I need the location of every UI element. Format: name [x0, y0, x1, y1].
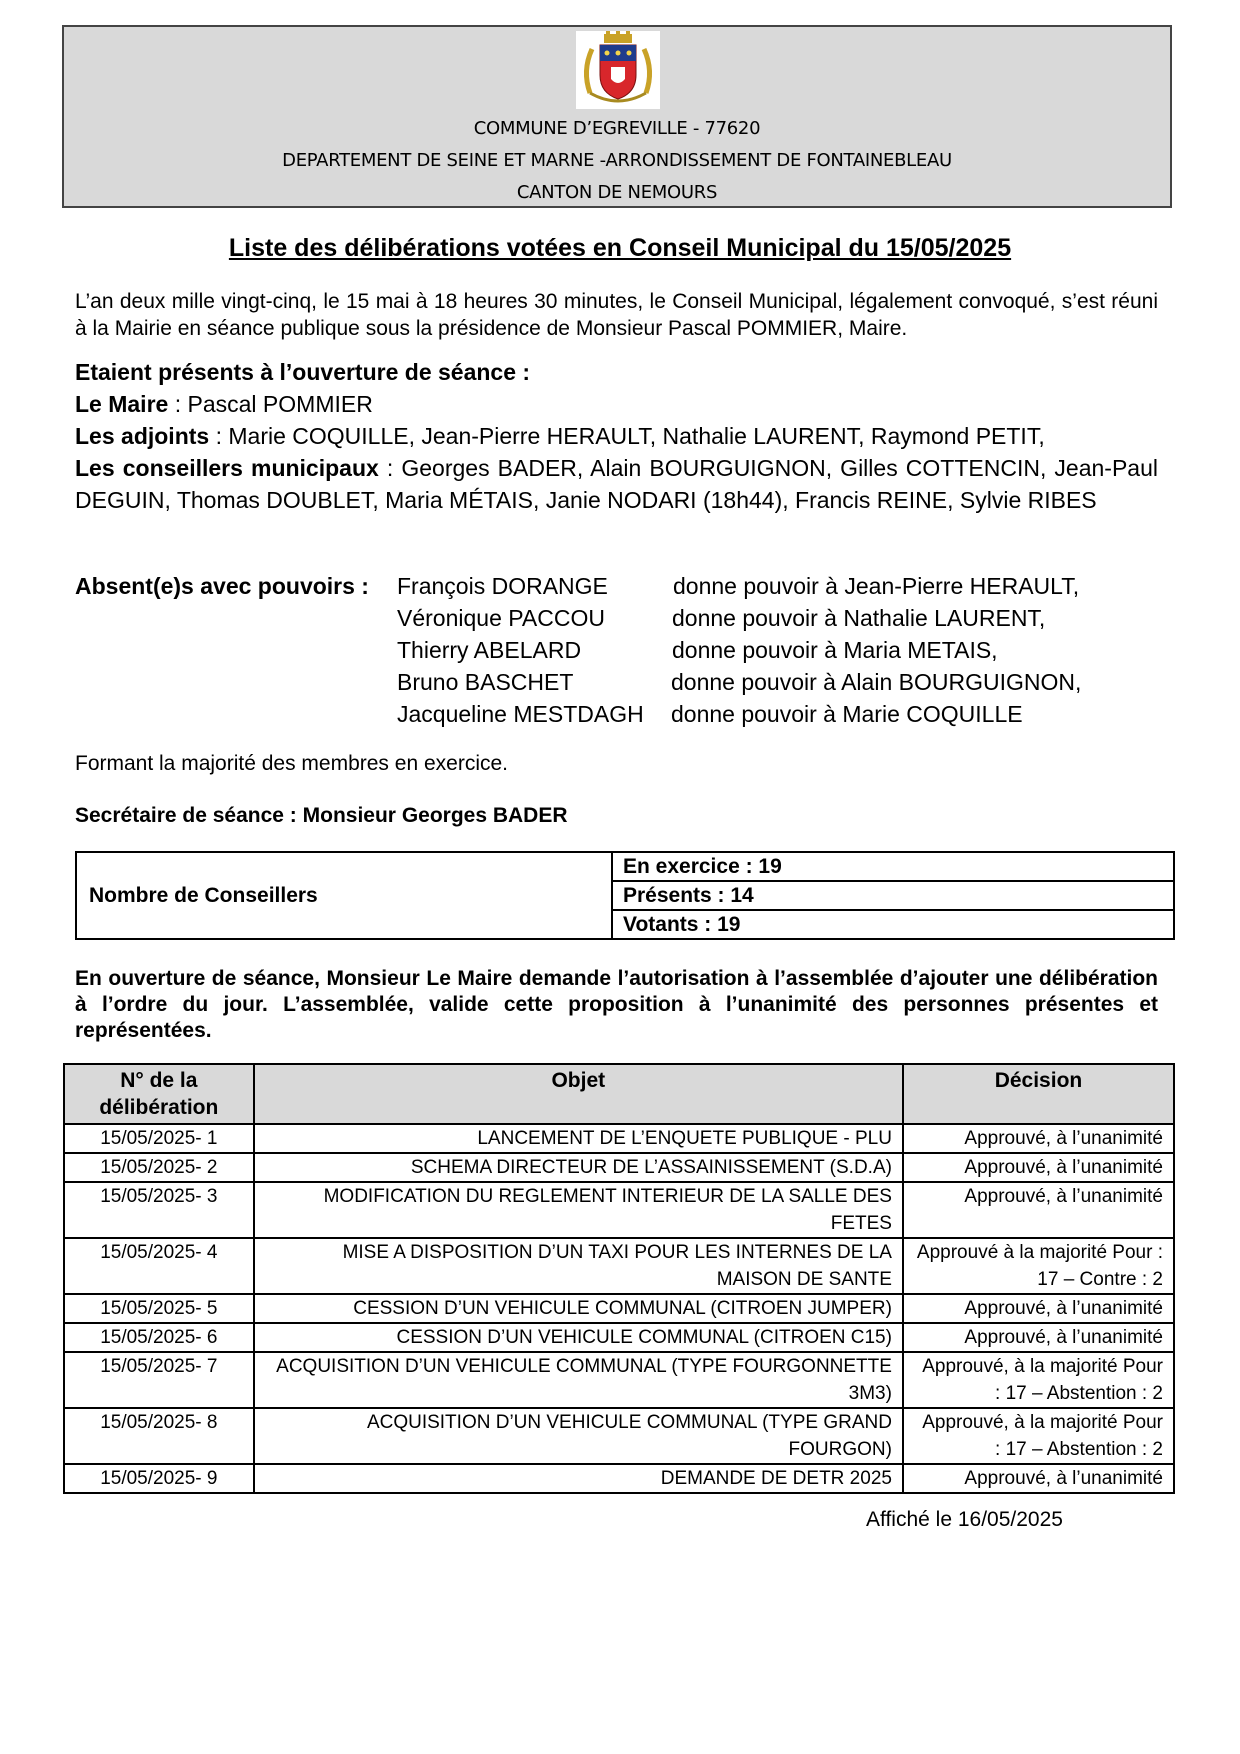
- delib-objet: MODIFICATION DU REGLEMENT INTERIEUR DE LA SALLE DES FETES: [254, 1182, 903, 1238]
- count-exercice: En exercice : 19: [612, 852, 1174, 881]
- delib-num: 15/05/2025- 1: [64, 1124, 254, 1153]
- table-row: [64, 1408, 1174, 1464]
- page-title: Liste des délibérations votées en Conseil Municipal du 15/05/2025: [228, 234, 1012, 262]
- table-row: [64, 1238, 1174, 1294]
- counts-label: Nombre de Conseillers: [76, 852, 612, 939]
- ouverture-paragraph: En ouverture de séance, Monsieur Le Maire demande l’autorisation à l’assemblée d’ajouter une délibération à l’ordre du jour. L’assemblée, valide cette proposition à l’unanimité des personnes présentes et représentées.: [75, 967, 1158, 1042]
- absent-pouvoir: donne pouvoir à Nathalie LAURENT,: [672, 605, 1046, 631]
- absent-pouvoir: donne pouvoir à Jean-Pierre HERAULT,: [673, 573, 1080, 599]
- absent-pouvoir: donne pouvoir à Alain BOURGUIGNON,: [671, 669, 1082, 695]
- absent-name: Bruno BASCHET: [397, 669, 574, 695]
- delib-num: 15/05/2025- 5: [64, 1294, 254, 1323]
- maire-line: [75, 388, 1158, 420]
- table-row: [64, 1323, 1174, 1352]
- delib-num: 15/05/2025- 9: [64, 1464, 254, 1493]
- delib-num: 15/05/2025- 6: [64, 1323, 254, 1352]
- delib-num: 15/05/2025- 8: [64, 1408, 254, 1464]
- delib-num: 15/05/2025- 7: [64, 1352, 254, 1408]
- table-row: [64, 1182, 1174, 1238]
- adjoints-label: Les adjoints: [75, 423, 210, 449]
- delib-decision: Approuvé, à la majorité Pour : 17 – Abstention : 2: [903, 1408, 1174, 1464]
- affiche-date: Affiché le 16/05/2025: [866, 1508, 1063, 1531]
- absent-pouvoir: donne pouvoir à Maria METAIS,: [672, 637, 998, 663]
- delib-decision: Approuvé, à l’unanimité: [903, 1182, 1174, 1238]
- delib-objet: DEMANDE DE DETR 2025: [254, 1464, 903, 1493]
- table-row: [64, 1153, 1174, 1182]
- count-presents: Présents : 14: [612, 881, 1174, 910]
- presence-heading: Etaient présents à l’ouverture de séance :: [75, 359, 531, 385]
- header-box: [62, 25, 1172, 208]
- presence-section: [75, 356, 1158, 516]
- header-commune: COMMUNE D’EGREVILLE - 77620: [473, 118, 761, 139]
- delib-decision: Approuvé, à l’unanimité: [903, 1294, 1174, 1323]
- delib-objet: MISE A DISPOSITION D’UN TAXI POUR LES INTERNES DE LA MAISON DE SANTE: [254, 1238, 903, 1294]
- table-row: [64, 1124, 1174, 1153]
- deliberations-table: [63, 1063, 1175, 1494]
- header-canton: CANTON DE NEMOURS: [516, 182, 718, 203]
- absents-label: Absent(e)s avec pouvoirs :: [75, 573, 369, 599]
- delib-objet: ACQUISITION D’UN VEHICULE COMMUNAL (TYPE FOURGONNETTE 3M3): [254, 1352, 903, 1408]
- counts-table: [75, 851, 1175, 940]
- col-header-decision: Décision: [903, 1064, 1174, 1124]
- delib-num: 15/05/2025- 3: [64, 1182, 254, 1238]
- absent-name: Thierry ABELARD: [397, 637, 582, 663]
- maire-label: Le Maire: [75, 391, 169, 417]
- delib-objet: ACQUISITION D’UN VEHICULE COMMUNAL (TYPE GRAND FOURGON): [254, 1408, 903, 1464]
- adjoints-line: [75, 420, 1158, 452]
- delib-num: 15/05/2025- 2: [64, 1153, 254, 1182]
- table-row: [64, 1294, 1174, 1323]
- conseillers-line: [75, 452, 1158, 516]
- delib-decision: Approuvé, à l’unanimité: [903, 1323, 1174, 1352]
- secretaire-text: Secrétaire de séance : Monsieur Georges BADER: [75, 804, 568, 827]
- intro-paragraph: L’an deux mille vingt-cinq, le 15 mai à 18 heures 30 minutes, le Conseil Municipal, légalement convoqué, s’est réuni à la Mairie en séance publique sous la présidence de Monsieur Pascal POMMIER, Maire.: [75, 290, 1158, 340]
- delib-decision: Approuvé à la majorité Pour : 17 – Contre : 2: [903, 1238, 1174, 1294]
- delib-decision: Approuvé, à la majorité Pour : 17 – Abstention : 2: [903, 1352, 1174, 1408]
- delib-decision: Approuvé, à l’unanimité: [903, 1464, 1174, 1493]
- delib-objet: CESSION D’UN VEHICULE COMMUNAL (CITROEN C15): [254, 1323, 903, 1352]
- delib-objet: CESSION D’UN VEHICULE COMMUNAL (CITROEN JUMPER): [254, 1294, 903, 1323]
- absent-pouvoir: donne pouvoir à Marie COQUILLE: [671, 701, 1023, 727]
- table-row: [64, 1464, 1174, 1493]
- maire-value: : Pascal POMMIER: [168, 391, 373, 417]
- adjoints-value: : Marie COQUILLE, Jean-Pierre HERAULT, Nathalie LAURENT, Raymond PETIT,: [209, 423, 1045, 449]
- delib-decision: Approuvé, à l’unanimité: [903, 1124, 1174, 1153]
- delib-num: 15/05/2025- 4: [64, 1238, 254, 1294]
- conseillers-label: Les conseillers municipaux: [75, 455, 379, 481]
- coat-of-arms-icon: [576, 31, 660, 109]
- header-departement: DEPARTEMENT DE SEINE ET MARNE -ARRONDISSEMENT DE FONTAINEBLEAU: [282, 150, 952, 171]
- col-header-num: N° de la délibération: [64, 1064, 254, 1124]
- absent-name: Jacqueline MESTDAGH: [397, 701, 644, 727]
- delib-objet: LANCEMENT DE L’ENQUETE PUBLIQUE - PLU: [254, 1124, 903, 1153]
- col-header-objet: Objet: [254, 1064, 903, 1124]
- delib-objet: SCHEMA DIRECTEUR DE L’ASSAINISSEMENT (S.D.A): [254, 1153, 903, 1182]
- table-row: [64, 1352, 1174, 1408]
- formant-text: Formant la majorité des membres en exercice.: [75, 752, 508, 775]
- absent-name: François DORANGE: [397, 573, 608, 599]
- count-votants: Votants : 19: [612, 910, 1174, 939]
- conseillers-value: : Georges BADER, Alain BOURGUIGNON, Gilles COTTENCIN, Jean-Paul DEGUIN, Thomas DOUBLET, Maria MÉTAIS, Janie NODARI (18h44), Francis REINE, Sylvie RIBES: [75, 455, 1158, 513]
- absent-name: Véronique PACCOU: [397, 605, 605, 631]
- delib-decision: Approuvé, à l’unanimité: [903, 1153, 1174, 1182]
